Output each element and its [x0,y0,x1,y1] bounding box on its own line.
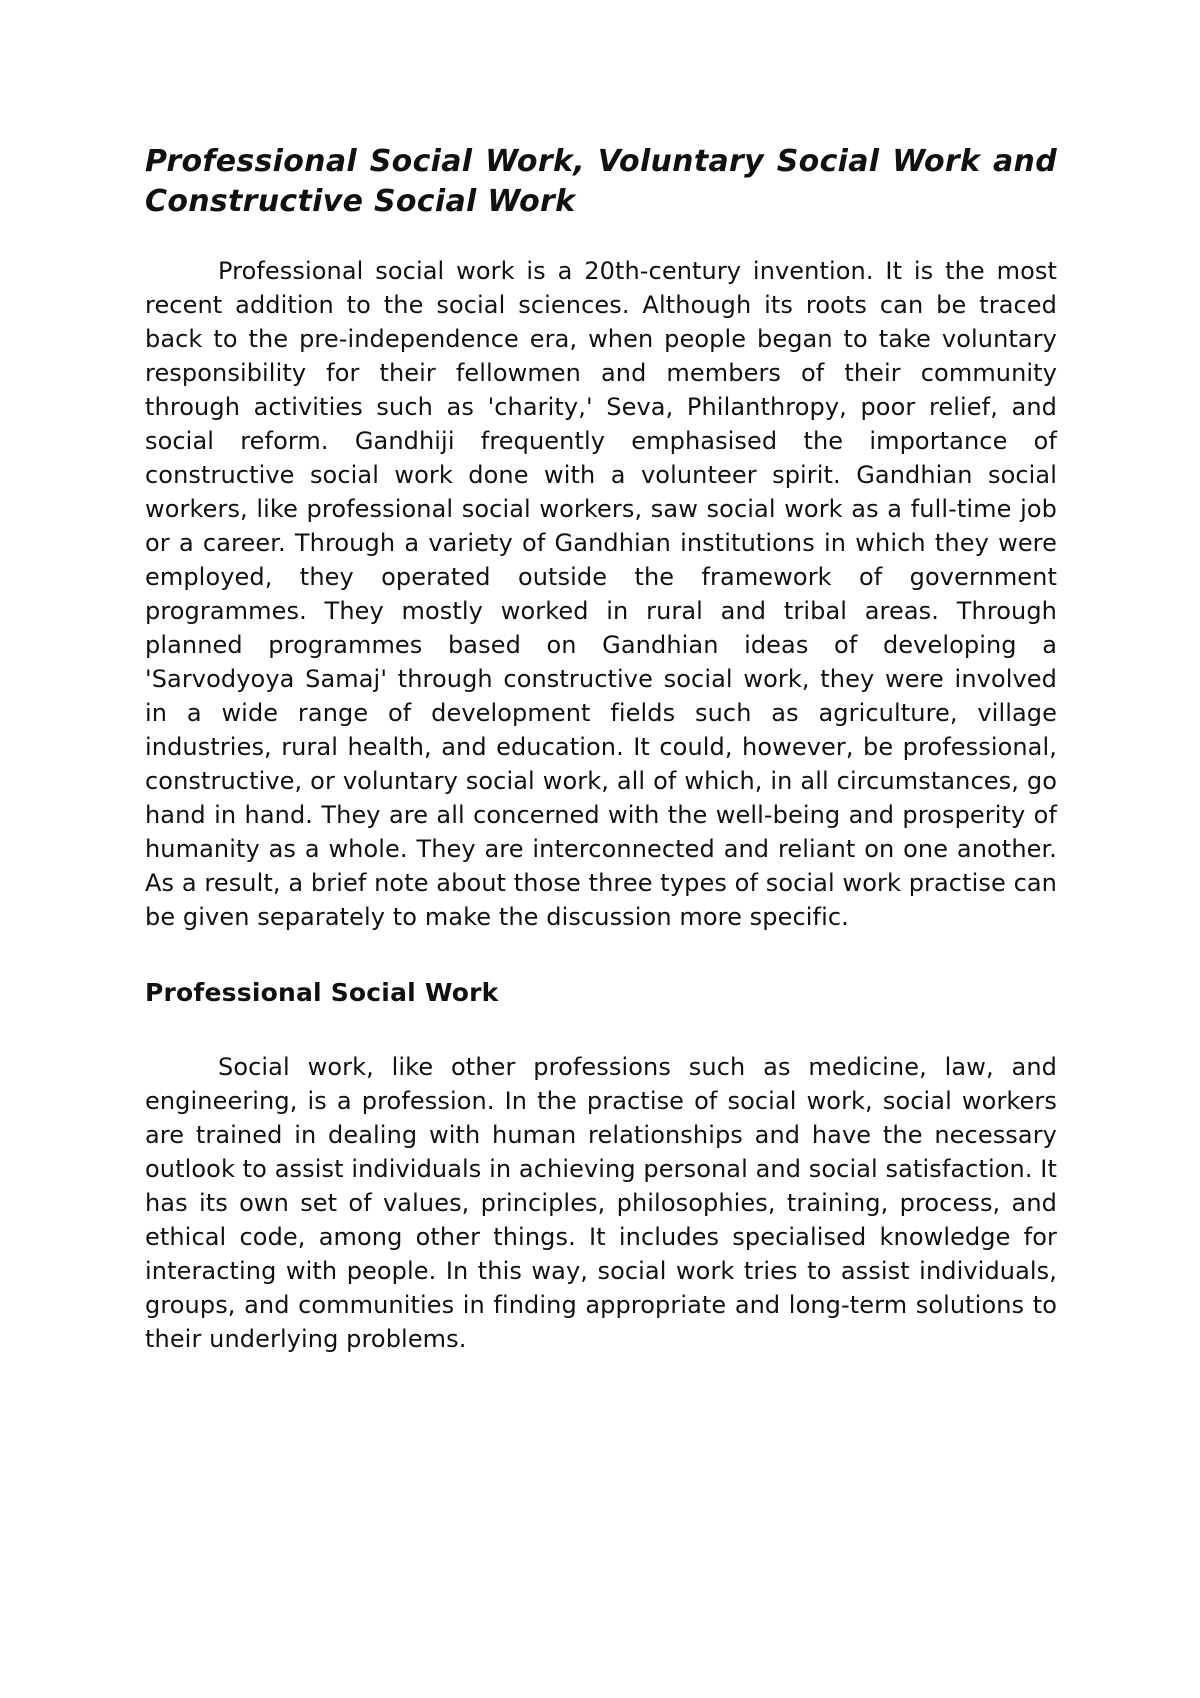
intro-paragraph: Professional social work is a 20th-century invention. It is the most recent addition to the social sciences. Although its roots can be traced back to the pre-independence era, when people began to take voluntary responsibility for their fellowmen and members of their community through activities such as 'charity,' Seva, Philanthropy, poor relief, and social reform. Gandhiji frequently emphasised the importance of constructive social work done with a volunteer spirit. Gandhian social workers, like professional social workers, saw social work as a full-time job or a career. Through a variety of Gandhian institutions in which they were employed, they operated outside the framework of government programmes. They mostly worked in rural and tribal areas. Through planned programmes based on Gandhian ideas of developing a 'Sarvodyoya Samaj' through constructive social work, they were involved in a wide range of development fields such as agriculture, village industries, rural health, and education. It could, however, be professional, constructive, or voluntary social work, all of which, in all circumstances, go hand in hand. They are all concerned with the well-being and prosperity of humanity as a whole. They are interconnected and reliant on one another. As a result, a brief note about those three types of social work practise can be given separately to make the discussion more specific. [145,257,1057,931]
section-heading: Professional Social Work [145,978,499,1007]
document-title: Professional Social Work, Voluntary Social Work and Constructive Social Work [145,144,1057,219]
document-body [145,142,1057,1356]
section-paragraph: Social work, like other professions such as medicine, law, and engineering, is a profession. In the practise of social work, social workers are trained in dealing with human relationships and have the necessary outlook to assist individuals in achieving personal and social satisfaction. It has its own set of values, principles, philosophies, training, process, and ethical code, among other things. It includes specialised knowledge for interacting with people. In this way, social work tries to assist individuals, groups, and communities in finding appropriate and long-term solutions to their underlying problems. [145,1053,1057,1353]
